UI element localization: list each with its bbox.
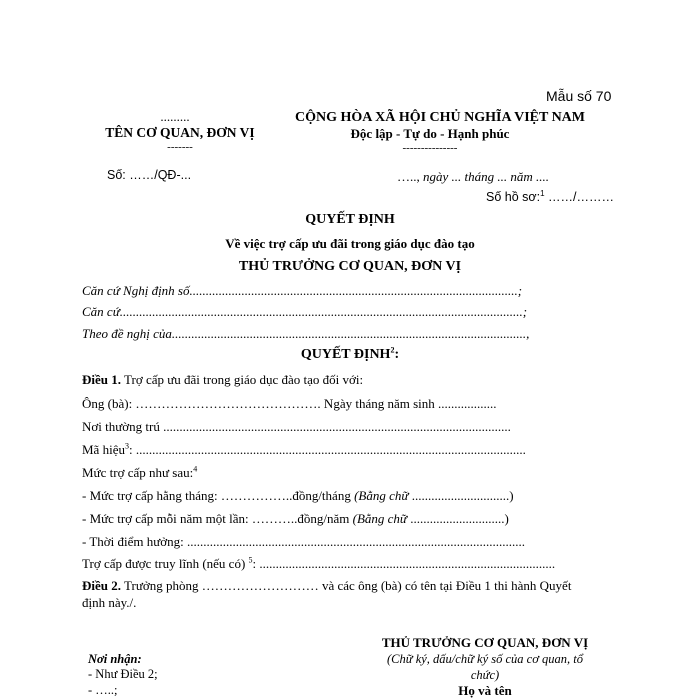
article-2-text: Trưởng phòng ……………………… và các ông (bà) có tên tại Điều 1 thi hành Quyết <box>121 578 572 593</box>
signature-note-continued: chức) <box>470 668 500 682</box>
yearly-in-words-dots: .............................) <box>407 511 509 526</box>
document-title: QUYẾT ĐỊNH <box>305 212 395 227</box>
residence-line: Nơi thường trú ........................................................................................................... <box>82 419 511 434</box>
monthly-in-words-dots: ..............................) <box>408 488 514 503</box>
recipients-label: Nơi nhận: <box>88 652 142 666</box>
issuing-authority: THỦ TRƯỞNG CƠ QUAN, ĐƠN VỊ <box>238 259 462 274</box>
place-date <box>397 169 549 185</box>
signer-title: THỦ TRƯỞNG CƠ QUAN, ĐƠN VỊ <box>381 635 589 650</box>
beneficiary-line: Ông (bà): ……………………………………. Ngày tháng năm sinh .................. <box>82 396 497 411</box>
country-name: CỘNG HÒA XÃ HỘI CHỦ NGHĨA VIỆT NAM <box>294 110 585 125</box>
place-placeholder: ….., <box>397 169 423 184</box>
yearly-in-words-label: (Bằng chữ <box>352 511 408 526</box>
recipient-item: - Như Điều 2; <box>88 667 158 681</box>
article-2 <box>82 578 571 594</box>
signer-name-placeholder: Họ và tên <box>458 683 512 698</box>
legal-ground-other: Căn cứ............................................................................................................................; <box>82 304 528 319</box>
code-label: Mã hiệu <box>82 442 125 457</box>
decision-heading-text: QUYẾT ĐỊNH <box>300 347 391 362</box>
allowance-level <box>82 465 197 481</box>
allowance-level-label: Mức trợ cấp như sau: <box>82 465 194 480</box>
decision-number: Số: ……/QĐ-... <box>107 168 192 182</box>
yearly-allowance-line <box>82 511 509 527</box>
file-number <box>486 190 614 204</box>
decision-heading <box>0 347 700 363</box>
document-subject: Về việc trợ cấp ưu đãi trong giáo dục đào tạo <box>225 236 475 251</box>
footnote-4: 4 <box>193 464 198 474</box>
date-placeholder: ngày ... tháng ... năm .... <box>423 169 550 184</box>
article-1-label: Điều 1. <box>82 372 121 387</box>
motto-underline: --------------- <box>402 142 458 154</box>
code-dots: : ........................................................................................................................ <box>128 442 526 457</box>
form-number: Mẫu số 70 <box>546 88 612 104</box>
file-number-value: ……/……… <box>544 190 614 204</box>
agency-name: TÊN CƠ QUAN, ĐƠN VỊ <box>105 125 255 140</box>
monthly-allowance-label: - Mức trợ cấp hằng tháng: ……………..đồng/tháng <box>82 488 355 503</box>
yearly-allowance-label: - Mức trợ cấp mỗi năm một lần: ………..đồng/năm <box>82 511 353 526</box>
start-time-line: - Thời điểm hưởng: ........................................................................................................ <box>82 534 526 549</box>
agency-underline: ------- <box>167 141 193 153</box>
file-number-label: Số hồ sơ: <box>486 190 541 204</box>
article-1 <box>82 372 363 388</box>
footnote-3: 3 <box>124 441 129 451</box>
arrears-label: Trợ cấp được truy lĩnh (nếu có) <box>82 556 249 571</box>
monthly-in-words-label: (Bằng chữ <box>354 488 409 503</box>
decision-heading-colon: : <box>394 347 400 362</box>
arrears-line <box>82 556 555 572</box>
proposal-ground: Theo đề nghị của............................................................................................................., <box>82 326 530 341</box>
footnote-2: 2 <box>390 345 395 355</box>
national-motto: Độc lập - Tự do - Hạnh phúc <box>350 126 510 141</box>
legal-ground-decree: Căn cứ Nghị định số.....................................................................................................; <box>82 283 523 298</box>
recipient-item: - …..; <box>88 683 118 697</box>
arrears-dots: : ........................................................................................... <box>252 556 556 571</box>
footnote-1: 1 <box>540 188 545 198</box>
article-2-label: Điều 2. <box>82 578 121 593</box>
code-line <box>82 442 526 458</box>
footnote-5: 5 <box>248 555 253 565</box>
agency-placeholder-dots: ......... <box>160 109 190 124</box>
signature-note: (Chữ ký, dấu/chữ ký số của cơ quan, tổ <box>387 652 583 666</box>
article-2-continued: định này./. <box>82 595 137 610</box>
monthly-allowance-line <box>82 488 514 504</box>
article-1-text: Trợ cấp ưu đãi trong giáo dục đào tạo đối với: <box>121 372 364 387</box>
